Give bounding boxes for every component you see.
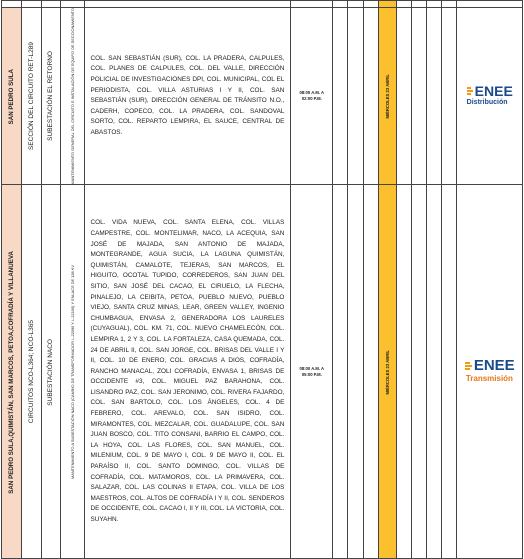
logo-cell [457, 8, 523, 185]
work-cell: MANTENIMIENTO GENERAL DEL CIRCUITO E INSTALACIÓN DE EQUIPO DE SECCIONAMIENTO [60, 8, 84, 185]
zones-cell: COL. SAN SEBASTIÁN (SUR), COL. LA PRADERA, CALPULES, COL. PLANES DE CALPULES, COL. DEL VALLE, DIRECCIÓN POLICIAL DE INVESTIGACIONES DPI, COL. MUNICIPAL, COL EL PERIODISTA, COL. VILLA ASTURIAS I Y II, COL. SAN SEBASTIÁN (SUR), DIRECCIÓN GENERAL DE TRÁNSITO N.O., CADERH, COPECO, COL. LA PRADERA, COL. SANDOVAL SORTO, COL. REPARTO LEMPIRA, EL SAUCE, CENTRAL DE ABASTOS. [84, 8, 291, 185]
area-cell: SAN PEDRO SULA,QUIMISTÁN, SAN MARCOS, PETOA,COFRADÍA Y VILLANUEVA [2, 185, 22, 559]
time-start: 08:00 A.M. A [299, 365, 325, 371]
enee-transmision-logo: ENEE Transmisión [465, 357, 515, 384]
schedule-row [2, 185, 523, 559]
time-end: 05:00 P.M. [301, 371, 322, 377]
work-cell: MANTENIMIENTO A SUBESTACIÓN NACO (CAMBIO DE TRANSFORMADOR L-22090 Y L-22100) Y ENLACE DE 138 KV [60, 185, 84, 559]
substation-cell: SUBESTACIÓN NACO [41, 185, 60, 559]
logo-cell [457, 185, 523, 559]
time-start: 08:00 A.M. A [299, 90, 325, 96]
circuit-cell: SECCIÓN DEL CIRCUITO RET-L289 [22, 8, 41, 185]
circuit-cell: CIRCUITOS NCO-L364; NCO-L365 [22, 185, 41, 559]
date-cell: MIÉRCOLES 23 ABRIL [379, 185, 397, 559]
substation-cell: SUBESTACIÓN EL RETORNO [41, 8, 60, 185]
schedule-table [1, 0, 523, 559]
top-strip [2, 1, 523, 8]
zones-cell: COL. VIDA NUEVA, COL. SANTA ELENA, COL. VILLAS CAMPESTRE, COL. MONTELIMAR, NACO, LA ACEQUIA, SAN JOSÉ DE MAJADA, SAN ANTONIO DE MAJADA, MONTEGRANDE, AGUA SUCIA, LA LAGUNA QUIMISTÁN, QUIMISTÁN, CAMALOTE, TEJERAS, SAN MARCOS, EL HIGUITO, OCOTAL TUPIDO, CORREDEROS, SAN JUAN DEL SITIO, SAN JOSÉ DEL CACAO, EL CIRUELO, LA FLECHA, PINALEJO, LA CEIBITA, PETOA, PUEBLO NUEVO, PUEBLO VIEJO, SANTA CRUZ MINAS, LEAR, GREEN VALLEY, INGENIO CHUMBAGUA, ENVASA 2, GENERADORA LOS LAURELES (CUYAGUAL), COL. KM. 71, COL. NUEVO CHAMELECÓN, COL. LEMPIRA 1, 2 Y 3, COL. LA FORTALEZA, CASA QUEMADA, COL. 24 DE ABRIL II, COL. SAN JORGE, COL. BRISAS DEL VALLE I Y II, COL. 10 DE ENERO, COL. GRACIAS A DIOS, COFRADÍA, RANCHO MANACAL, ZOLI COFRADÍA, ENVASA 1, BRISAS DE OCCIDENTE #3, COL. MIGUEL PAZ BARAHONA, COL. LISANDRO PAZ, COL. SAN JERONIMO, COL. RIVERA FAJARDO, COL. SAN BARTOLO, COL. LOS ÁNGELES, COL. 4 DE FEBRERO, COL. AREVALO, COL. SAN ISIDRO, COL. MIRAMONTES, COL. MEZCALAR, COL. GUADALUPE, COL. SAN JUAN BOSCO, COL. TITO CONSANI, BARRIO EL CAMPO, COL. LA HOYA, COL. LAS FLORES, COL. SAN MANUEL, COL. MILENIUM, COL. 9 DE MAYO I, COL. 9 DE MAYO II, COL. EL PARAÍSO II, COL. SANTO DOMINGO, COL. VILLAS DE COFRADÍA, COL. MATAMOROS, COL. LA PRIMAVERA, COL. SALAZAR, COL. LAS COLINAS II ETAPA, COL. VILLA DE LOS MAESTROS, COL. ALTOS DE COFRADÍA I Y II, COL. SENDEROS DE OCCIDENTE, COL. CACAO I, II Y III, COL. LA VICTORIA, COL. SUYAHN. [84, 185, 291, 559]
date-cell: MIÉRCOLES 23 ABRIL [379, 8, 397, 185]
area-cell: SAN PEDRO SULA [2, 8, 22, 185]
time-end: 02:00 P.M. [301, 96, 322, 102]
time-cell [291, 185, 333, 559]
schedule-row [2, 8, 523, 185]
enee-mark-icon [465, 362, 472, 370]
time-cell [291, 8, 333, 185]
enee-distribucion-logo: ENEE Distribución [466, 83, 513, 107]
enee-mark-icon [467, 87, 473, 95]
